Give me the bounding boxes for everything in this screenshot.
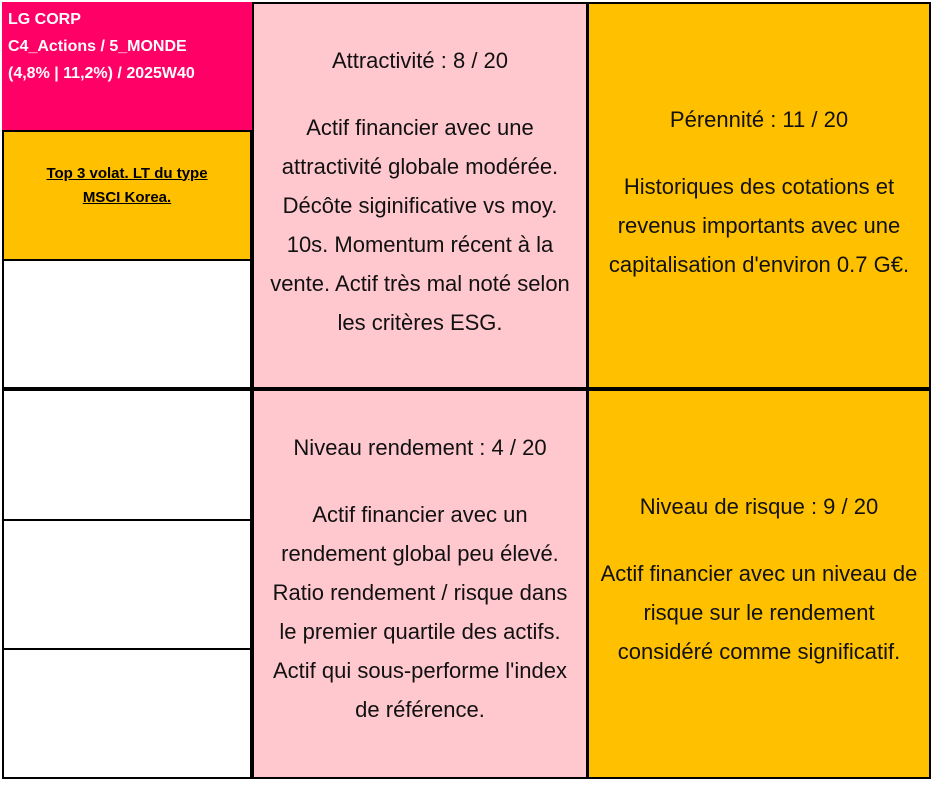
perennite-cell <box>587 2 931 389</box>
attractivite-cell <box>252 2 588 389</box>
rendement-cell <box>252 389 588 779</box>
empty-cell-3 <box>2 519 252 650</box>
volatility-note-line2: MSCI Korea. <box>82 188 172 206</box>
risque-description: Actif financier avec un niveau de risque sur le rendement considéré comme significatif. <box>600 561 918 664</box>
rendement-title: Niveau rendement : 4 / 20 <box>293 435 547 460</box>
asset-name: LG CORP <box>8 11 81 28</box>
asset-stats: (4,8% | 11,2%) / 2025W40 <box>8 65 195 82</box>
perennite-title: Pérennité : 11 / 20 <box>669 107 849 132</box>
asset-header-cell <box>2 2 252 130</box>
volatility-note-line1: Top 3 volat. LT du type <box>46 164 208 182</box>
empty-cell-4 <box>2 648 252 779</box>
asset-header <box>2 2 252 91</box>
rendement-description: Actif financier avec un rendement global peu élevé. Ratio rendement / risque dans le premier quartile des actifs. Actif qui sous-performe l'index de référence. <box>272 502 568 722</box>
risque-title: Niveau de risque : 9 / 20 <box>639 494 879 519</box>
asset-category: C4_Actions / 5_MONDE <box>8 38 187 55</box>
perennite-description: Historiques des cotations et revenus importants avec une capitalisation d'environ 0.7 G€. <box>608 174 910 277</box>
empty-cell-2 <box>2 389 252 521</box>
empty-cell-1 <box>2 259 252 389</box>
attractivite-description: Actif financier avec une attractivité globale modérée. Décôte siginificative vs moy. 10s. Momentum récent à la vente. Actif très mal noté selon les critères ESG. <box>270 115 570 335</box>
risque-cell <box>587 389 931 779</box>
attractivite-title: Attractivité : 8 / 20 <box>331 48 509 73</box>
volatility-note-cell <box>2 130 252 261</box>
